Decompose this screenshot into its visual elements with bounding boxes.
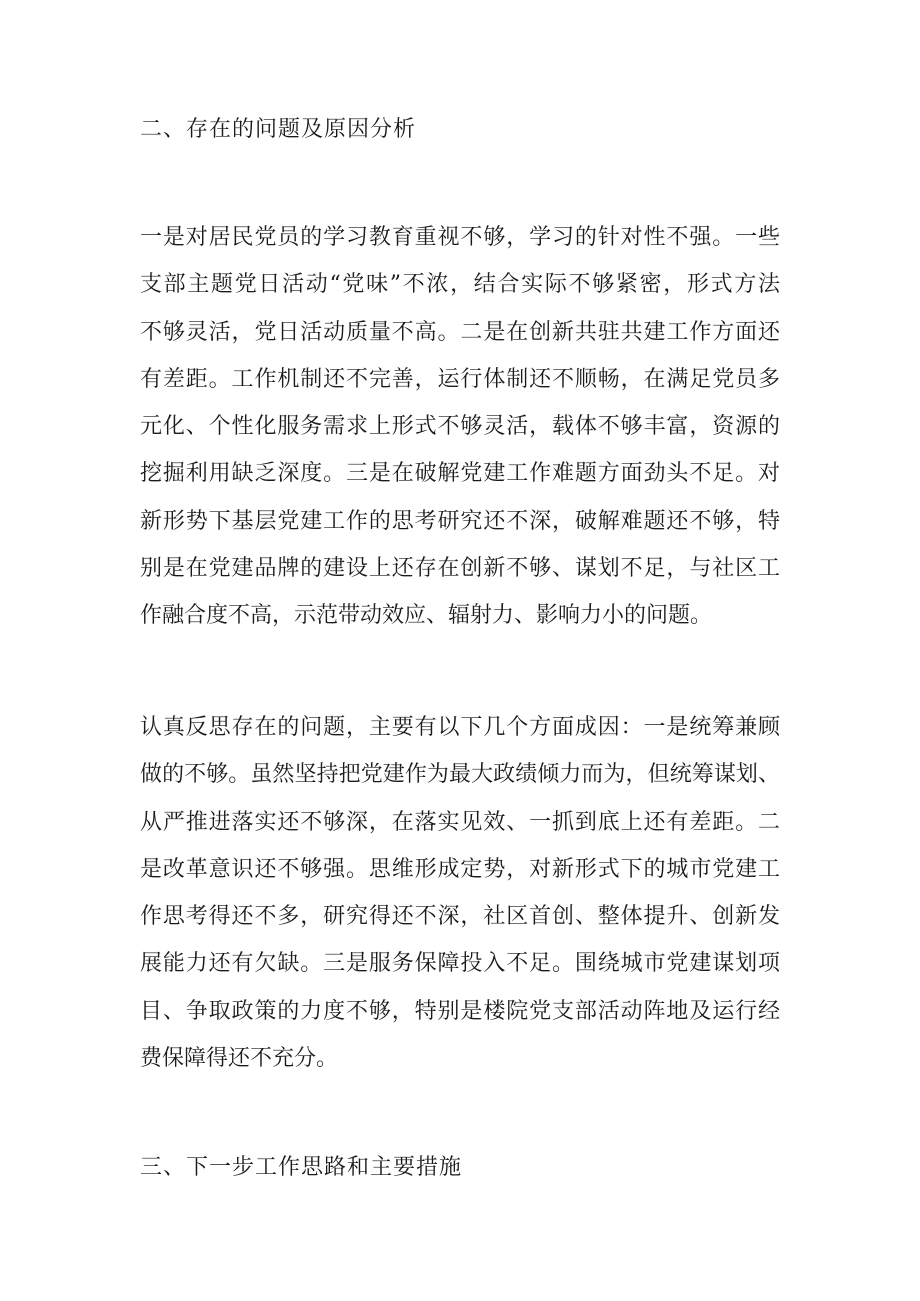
paragraph-line: 做的不够。虽然坚持把党建作为最大政绩倾力而为，但统筹谋划、 (140, 762, 780, 788)
paragraph-causes (140, 704, 780, 1082)
paragraph-line: 从严推进落实还不够深，在落实见效、一抓到底上还有差距。二 (140, 809, 780, 835)
paragraph-line: 有差距。工作机制还不完善，运行体制还不顺畅，在满足党员多 (140, 366, 780, 392)
paragraph-line: 元化、个性化服务需求上形式不够灵活，载体不够丰富，资源的 (140, 414, 780, 440)
section-heading-next-steps: 三、下一步工作思路和主要措施 (140, 1155, 463, 1180)
paragraph-line: 目、争取政策的力度不够，特别是楼院党支部活动阵地及运行经 (140, 998, 780, 1024)
section-heading-problems: 二、存在的问题及原因分析 (140, 117, 417, 142)
paragraph-line: 挖掘利用缺乏深度。三是在破解党建工作难题方面劲头不足。对 (140, 461, 780, 487)
paragraph-line: 支部主题党日活动“党味”不浓，结合实际不够紧密，形式方法 (140, 272, 780, 298)
paragraph-problems (140, 214, 780, 640)
paragraph-line: 别是在党建品牌的建设上还存在创新不够、谋划不足，与社区工 (140, 556, 780, 582)
paragraph-line: 费保障得还不充分。 (140, 1046, 339, 1072)
paragraph-line: 认真反思存在的问题，主要有以下几个方面成因：一是统筹兼顾 (140, 715, 780, 740)
paragraph-line: 展能力还有欠缺。三是服务保障投入不足。围绕城市党建谋划项 (140, 951, 780, 977)
paragraph-line: 是改革意识还不够强。思维形成定势，对新形式下的城市党建工 (140, 856, 780, 882)
paragraph-line: 一是对居民党员的学习教育重视不够，学习的针对性不强。一些 (140, 225, 780, 250)
paragraph-line: 不够灵活，党日活动质量不高。二是在创新共驻共建工作方面还 (140, 319, 780, 345)
paragraph-line: 作融合度不高，示范带动效应、辐射力、影响力小的问题。 (140, 603, 713, 629)
paragraph-line: 作思考得还不多，研究得还不深，社区首创、整体提升、创新发 (140, 904, 780, 930)
paragraph-line: 新形势下基层党建工作的思考研究还不深，破解难题还不够，特 (140, 508, 780, 534)
